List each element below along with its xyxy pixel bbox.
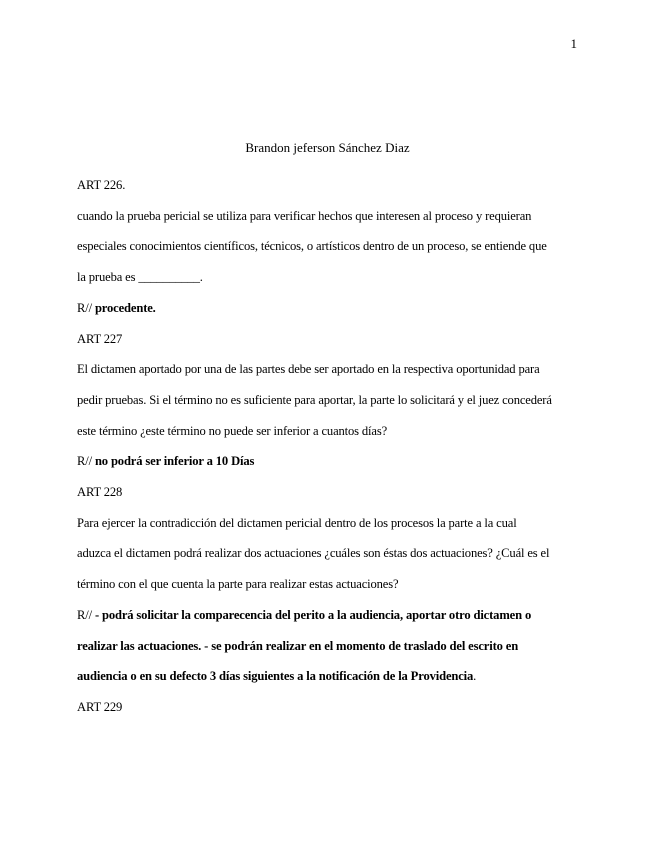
- question-226-line-1: cuando la prueba pericial se utiliza para verificar hechos que interesen al proceso y requieran: [77, 208, 532, 223]
- answer-228-line-3: [77, 661, 579, 692]
- article-heading-227: ART 227: [77, 331, 123, 346]
- answer-228-suffix: .: [473, 669, 477, 684]
- answer-228-line-1: [77, 600, 579, 631]
- question-228-line-2: aduzca el dictamen podrá realizar dos actuaciones ¿cuáles son éstas dos actuaciones? ¿Cuál es el: [77, 546, 550, 561]
- answer-prefix: R//: [77, 300, 95, 315]
- answer-228-text-1: - podrá solicitar la comparecencia del perito a la audiencia, aportar otro dictamen o: [94, 607, 532, 622]
- question-227-line-1: El dictamen aportado por una de las partes debe ser aportado en la respectiva oportunidad para: [77, 362, 540, 377]
- answer-prefix: R//: [77, 607, 95, 622]
- article-heading-226: ART 226.: [77, 178, 126, 192]
- answer-228-text-3: audiencia o en su defecto 3 días siguientes a la notificación de la Providencia: [77, 669, 474, 684]
- answer-227: [77, 446, 579, 477]
- article-heading-228: ART 228: [77, 485, 123, 500]
- answer-226-text: procedente.: [94, 300, 156, 315]
- answer-226: [77, 293, 579, 324]
- answer-228-line-2: realizar las actuaciones. - se podrán realizar en el momento de traslado del escrito en: [77, 638, 519, 653]
- page-number: 1: [570, 36, 577, 51]
- question-226-line-3: la prueba es __________.: [77, 270, 203, 285]
- question-228-line-1: Para ejercer la contradicción del dictamen pericial dentro de los procesos la parte a la cual: [77, 515, 517, 530]
- document-body: [77, 170, 579, 723]
- answer-prefix: R//: [77, 454, 95, 469]
- article-heading-229: ART 229: [77, 699, 123, 714]
- question-226-line-2: especiales conocimientos científicos, técnicos, o artísticos dentro de un proceso, se entiende que: [77, 239, 547, 254]
- answer-227-text: no podrá ser inferior a 10 Días: [94, 454, 255, 469]
- author-name: Brandon jeferson Sánchez Diaz: [245, 140, 410, 155]
- question-227-line-3: este término ¿este término no puede ser inferior a cuantos días?: [77, 423, 388, 438]
- question-227-line-2: pedir pruebas. Si el término no es suficiente para aportar, la parte lo solicitará y el juez concederá: [77, 392, 552, 407]
- question-228-line-3: término con el que cuenta la parte para realizar estas actuaciones?: [77, 577, 399, 592]
